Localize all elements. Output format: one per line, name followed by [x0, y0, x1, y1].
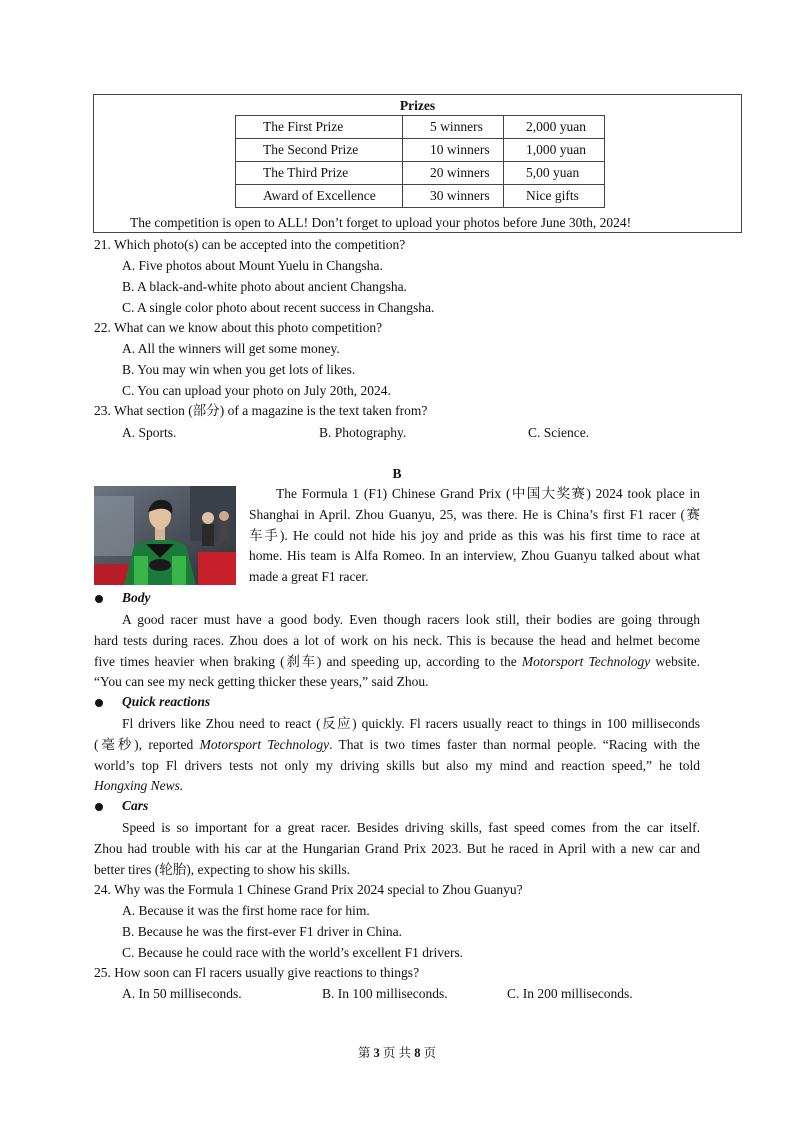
cars-line: Zhou had trouble with his car at the Hungarian Grand Prix 2023. But he raced in April with a new car and — [94, 840, 700, 856]
intro-line: The Formula 1 (F1) Chinese Grand Prix (中国大奖赛) 2024 took place in — [276, 486, 700, 501]
option-22c: C. You can upload your photo on July 20th, 2024. — [122, 383, 391, 398]
table-row — [236, 162, 605, 185]
racer-photo — [94, 486, 236, 585]
intro-line: made a great F1 racer. — [249, 569, 369, 585]
prize-reward: 2,000 yuan — [504, 116, 605, 139]
question-25: 25. How soon can Fl racers usually give reactions to things? — [94, 965, 420, 980]
option-23b: B. Photography. — [319, 425, 407, 440]
prize-table — [235, 115, 605, 208]
question-21: 21. Which photo(s) can be accepted into the competition? — [94, 237, 406, 252]
table-row — [236, 139, 605, 162]
footer-middle: 页 共 — [382, 1046, 412, 1060]
question-24: 24. Why was the Formula 1 Chinese Grand Prix 2024 special to Zhou Guanyu? — [94, 882, 523, 897]
page-total: 8 — [414, 1046, 421, 1060]
body-line: five times heavier when braking (刹车) and speeding up, according to the Motorsport Technology website. — [94, 653, 700, 669]
prize-winners: 5 winners — [403, 116, 504, 139]
option-21c: C. A single color photo about recent success in Changsha. — [122, 300, 435, 315]
page-footer — [0, 1043, 794, 1061]
prize-name: The First Prize — [236, 116, 403, 139]
option-21b: B. A black-and-white photo about ancient Changsha. — [122, 279, 407, 294]
cars-line: Speed is so important for a great racer. Besides driving skills, fast speed comes from the car itself. — [122, 820, 700, 835]
intro-paragraph — [249, 484, 700, 588]
body-line: A good racer must have a good body. Even though racers look still, their bodies are going through — [122, 612, 700, 627]
prize-reward: Nice gifts — [504, 185, 605, 208]
prize-title: Prizes — [399, 98, 436, 113]
reactions-line: Fl drivers like Zhou need to react (反应) quickly. Fl racers usually react to things in 100 milliseconds — [122, 716, 700, 731]
prize-reward: 1,000 yuan — [504, 139, 605, 162]
cars-paragraph — [94, 818, 700, 880]
option-22a: A. All the winners will get some money. — [122, 341, 340, 356]
bullet-icon — [95, 803, 103, 811]
option-25b: B. In 100 milliseconds. — [322, 986, 448, 1001]
prize-winners: 10 winners — [403, 139, 504, 162]
table-row — [236, 116, 605, 139]
intro-line: home. His team is Alfa Romeo. In an interview, Zhou Guanyu talked about what — [249, 548, 700, 564]
prize-name: The Third Prize — [236, 162, 403, 185]
option-24b: B. Because he was the first-ever F1 driver in China. — [122, 924, 403, 939]
bullet-icon — [95, 595, 103, 603]
option-25c: C. In 200 milliseconds. — [507, 986, 633, 1001]
cars-line: better tires (轮胎), expecting to show his skills. — [94, 861, 351, 877]
heading-cars: Cars — [122, 798, 149, 813]
prize-box — [93, 94, 742, 233]
section-b-label: B — [392, 466, 402, 481]
option-21a: A. Five photos about Mount Yuelu in Changsha. — [122, 258, 383, 273]
reactions-paragraph — [94, 714, 700, 797]
prize-winners: 20 winners — [403, 162, 504, 185]
reactions-line: Hongxing News. — [94, 778, 184, 794]
footer-suffix: 页 — [423, 1046, 437, 1060]
option-22b: B. You may win when you get lots of likes. — [122, 362, 356, 377]
body-line: “You can see my neck getting thicker these years,” said Zhou. — [94, 674, 429, 690]
prize-winners: 30 winners — [403, 185, 504, 208]
reactions-line: world’s top Fl drivers tests not only my driving skills but also my mind and reaction speed,” he told — [94, 757, 700, 773]
reactions-line: (毫秒), reported Motorsport Technology. That is two times faster than normal people. “Racing with the — [94, 736, 700, 752]
table-row — [236, 185, 605, 208]
prize-name: The Second Prize — [236, 139, 403, 162]
option-24a: A. Because it was the first home race for him. — [122, 903, 370, 918]
question-23: 23. What section (部分) of a magazine is the text taken from? — [94, 403, 428, 418]
option-23c: C. Science. — [528, 425, 590, 440]
option-24c: C. Because he could race with the world’s excellent F1 drivers. — [122, 945, 464, 960]
competition-note: The competition is open to ALL! Don’t forget to upload your photos before June 30th, 2024! — [130, 215, 632, 230]
prize-name: Award of Excellence — [236, 185, 403, 208]
footer-prefix: 第 — [357, 1046, 371, 1060]
option-23a: A. Sports. — [122, 425, 177, 440]
heading-quick-reactions: Quick reactions — [122, 694, 211, 709]
heading-body: Body — [122, 590, 151, 605]
option-25a: A. In 50 milliseconds. — [122, 986, 242, 1001]
intro-line: Shanghai in April. Zhou Guanyu, 25, was there. He is China’s first F1 racer (赛 — [249, 506, 700, 522]
body-line: hard tests during races. Zhou does a lot of work on his neck. This is because the head and helmet become — [94, 632, 700, 648]
question-22: 22. What can we know about this photo competition? — [94, 320, 383, 335]
prize-reward: 5,00 yuan — [504, 162, 605, 185]
body-paragraph — [94, 610, 700, 693]
page-number: 3 — [373, 1046, 380, 1060]
bullet-icon — [95, 699, 103, 707]
intro-line: 车手). He could not hide his joy and pride as this was his first time to race at — [249, 527, 700, 543]
